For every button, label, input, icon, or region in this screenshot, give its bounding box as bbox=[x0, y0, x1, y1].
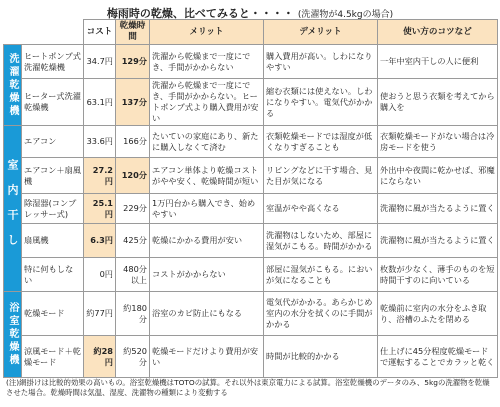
row-cost: 63.1円 bbox=[84, 79, 116, 126]
row-demerit: 購入費用が高い。しわになりやすい bbox=[264, 45, 378, 79]
row-merit: 洗濯から乾燥まで一度にでき、手間がかからない bbox=[150, 45, 264, 79]
row-tips: 使おうと思う衣類を考えてから購入を bbox=[378, 79, 498, 126]
row-cost: 25.1円 bbox=[84, 194, 116, 224]
row-name: 特に何もしない bbox=[22, 258, 84, 292]
title-main: 梅雨時の乾燥、比べてみると・・・・ bbox=[106, 7, 294, 20]
row-cost: 27.2円 bbox=[84, 158, 116, 194]
header-cost: コスト bbox=[84, 20, 116, 45]
row-merit: 洗濯から乾燥まで一度にでき、手間がかからない。ヒートポンプ式より購入費用が安い bbox=[150, 79, 264, 126]
table-row bbox=[4, 224, 498, 258]
row-name: エアコン bbox=[22, 126, 84, 158]
row-demerit: 時間が比較的かかる bbox=[264, 336, 378, 378]
category-room: 室内干し bbox=[4, 126, 22, 292]
table-row bbox=[4, 79, 498, 126]
row-time: 229分 bbox=[116, 194, 150, 224]
row-cost: 約77円 bbox=[84, 292, 116, 336]
row-demerit: リビングなどに干す場合、見た目が気になる bbox=[264, 158, 378, 194]
row-time: 480分以上 bbox=[116, 258, 150, 292]
header-blank bbox=[4, 20, 22, 45]
row-demerit: 縮む衣類には使えない。しわになりやすい。電気代がかかる bbox=[264, 79, 378, 126]
header-time: 乾燥時間 bbox=[116, 20, 150, 45]
row-time: 約180分 bbox=[116, 292, 150, 336]
row-demerit: 室温がやや高くなる bbox=[264, 194, 378, 224]
row-name: 乾燥モード bbox=[22, 292, 84, 336]
footnote: (注)網掛けは比較的効果の高いもの。浴室乾燥機はTOTOの試算。それ以外は東京電力による試算。浴室乾燥機のデータのみ、5kgの洗濯物を乾燥させた場合。乾燥時間は気温、湿度、洗濯物の種類により変動する bbox=[6, 378, 490, 397]
table-row bbox=[4, 194, 498, 224]
row-time: 166分 bbox=[116, 126, 150, 158]
row-merit: コストがかからない bbox=[150, 258, 264, 292]
row-merit: たいていの家庭にあり、新たに購入しなくて済む bbox=[150, 126, 264, 158]
row-merit: エアコン単体より乾燥コストがやや安く、乾燥時間が短い bbox=[150, 158, 264, 194]
row-name: 除湿器(コンプレッサー式) bbox=[22, 194, 84, 224]
table-row bbox=[4, 336, 498, 378]
row-demerit: 電気代がかかる。あらかじめ室内の水分を拭くのに手間がかかる bbox=[264, 292, 378, 336]
row-time: 120分 bbox=[116, 158, 150, 194]
header-merit: メリット bbox=[150, 20, 264, 45]
row-time: 137分 bbox=[116, 79, 150, 126]
row-demerit: 衣類乾燥モードでは湿度が低くなりすぎることも bbox=[264, 126, 378, 158]
row-cost: 0円 bbox=[84, 258, 116, 292]
category-bath: 浴室乾燥機 bbox=[4, 292, 22, 378]
row-name: エアコン＋扇風機 bbox=[22, 158, 84, 194]
table-row bbox=[4, 158, 498, 194]
row-demerit: 洗濯物はしないため、部屋に湿気がこもる。時間がかかる bbox=[264, 224, 378, 258]
comparison-table bbox=[3, 19, 498, 378]
row-cost: 6.3円 bbox=[84, 224, 116, 258]
table-row bbox=[4, 126, 498, 158]
row-tips: 外出中や夜間に乾かせば、邪魔にならない bbox=[378, 158, 498, 194]
title-sub: (洗濯物が4.5kgの場合) bbox=[297, 10, 394, 20]
header-blank-2 bbox=[22, 20, 84, 45]
header-tips: 使い方のコツなど bbox=[378, 20, 498, 45]
row-merit: 乾燥モードだけより費用が安い bbox=[150, 336, 264, 378]
row-tips: 洗濯物に風が当たるように置く bbox=[378, 224, 498, 258]
row-merit: 浴室のカビ防止にもなる bbox=[150, 292, 264, 336]
row-merit: 1万円台から購入でき、始めやすい bbox=[150, 194, 264, 224]
row-cost: 約28円 bbox=[84, 336, 116, 378]
category-dryer: 洗濯乾燥機 bbox=[4, 45, 22, 126]
table-row bbox=[4, 258, 498, 292]
row-merit: 乾燥にかかる費用が安い bbox=[150, 224, 264, 258]
row-time: 129分 bbox=[116, 45, 150, 79]
table-row bbox=[4, 292, 498, 336]
row-tips: 乾燥前に室内の水分をふき取り、浴槽のふたを閉める bbox=[378, 292, 498, 336]
row-time: 425分 bbox=[116, 224, 150, 258]
row-name: ヒーター式洗濯乾燥機 bbox=[22, 79, 84, 126]
row-cost: 34.7円 bbox=[84, 45, 116, 79]
row-time: 約520分 bbox=[116, 336, 150, 378]
table-row bbox=[4, 45, 498, 79]
row-tips: 衣類乾燥モードがない場合は冷房モードを使う bbox=[378, 126, 498, 158]
row-tips: 仕上げに45分程度乾燥モードで運転することでカラッと乾く bbox=[378, 336, 498, 378]
header-row bbox=[4, 20, 498, 45]
row-demerit: 部屋に湿気がこもる。においが気になることも bbox=[264, 258, 378, 292]
row-name: 涼風モード＋乾燥モード bbox=[22, 336, 84, 378]
row-name: ヒートポンプ式洗濯乾燥機 bbox=[22, 45, 84, 79]
row-tips: 枚数が少なく、薄手のものを短時間干すのに向いている bbox=[378, 258, 498, 292]
header-demerit: デメリット bbox=[264, 20, 378, 45]
row-tips: 洗濯物に風が当たるように置く bbox=[378, 194, 498, 224]
row-cost: 33.6円 bbox=[84, 126, 116, 158]
row-tips: 一年中室内干しの人に便利 bbox=[378, 45, 498, 79]
row-name: 扇風機 bbox=[22, 224, 84, 258]
